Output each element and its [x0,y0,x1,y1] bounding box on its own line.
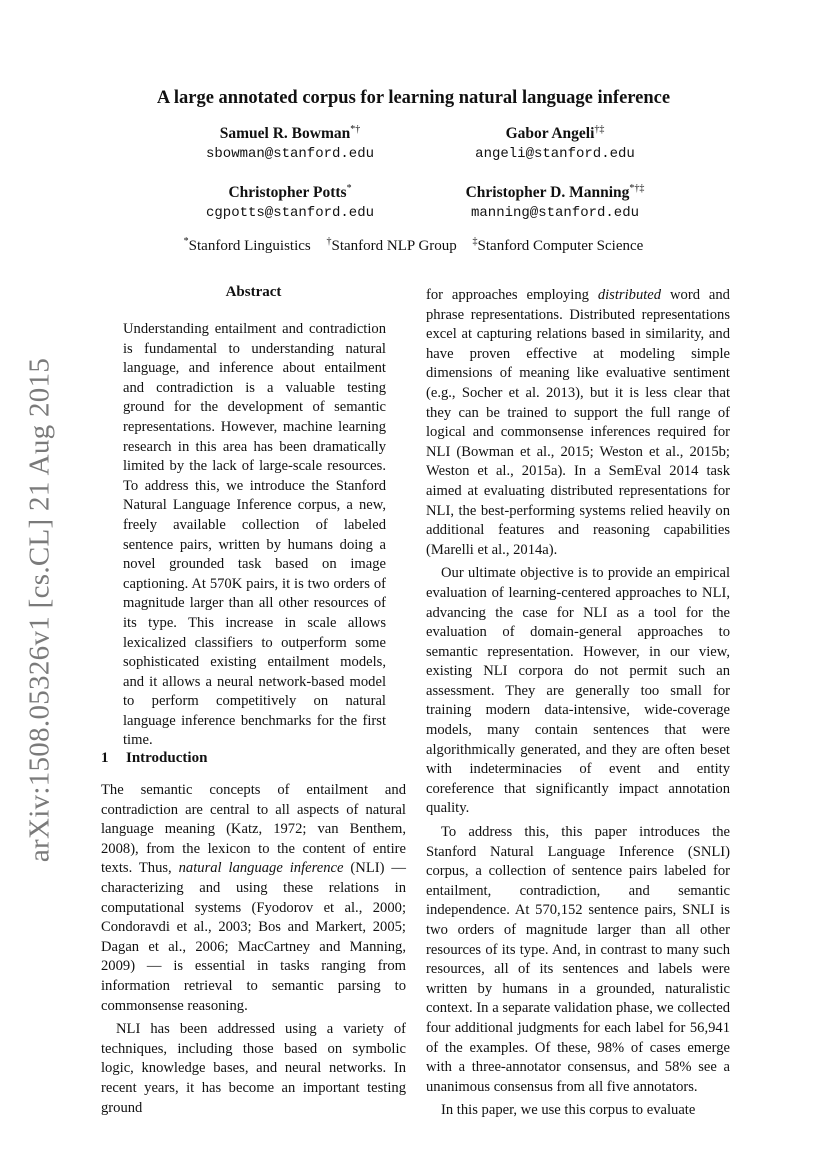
section-title: Introduction [126,750,208,766]
author-email[interactable]: sbowman@stanford.edu [205,146,375,162]
author-name: Samuel R. Bowman*† [219,124,361,142]
author-block [405,183,705,223]
author-block [140,183,440,223]
author-block [140,124,440,164]
abstract-text: Understanding entailment and contradiction is fundamental to understanding natural language, and inference about entailment and contradiction is a valuable testing ground for the development of semantic representations. However, machine learning research in this area has been dramatically limited by the lack of large-scale resources. To address this, we introduce the Stanford Natural Language Inference corpus, a new, freely available collection of labeled sentence pairs, written by humans doing a novel grounded task based on image captioning. At 570K pairs, it is two orders of magnitude larger than all other resources of its type. This increase in scale allows lexicalized classifiers to outperform some sophisticated existing entailment models, and it allows a neural network-based model to perform competitively on natural language inference benchmarks for the first time. [123,321,386,749]
intro-left-column [101,781,406,1118]
section-number: 1 [101,750,109,766]
affiliations [0,238,827,255]
abstract-body [123,320,386,751]
author-name: Christopher Potts* [228,183,352,201]
author-name: Gabor Angeli†‡ [505,124,605,142]
paragraph: In this paper, we use this corpus to evaluate [441,1102,696,1119]
author-email[interactable]: angeli@stanford.edu [475,146,635,162]
paragraph: for approaches employing distributed word and phrase representations. Distributed representations excel at capturing relations based in similarity, and have proven effective at modeling simple dimensions of meaning like evaluative sentiment (e.g., Socher et al. 2013), but it is less clear that they can be trained to support the full range of logical and commonsense inferences required for NLI (Bowman et al., 2015; Weston et al., 2015b; Weston et al., 2015a). In a SemEval 2014 task aimed at evaluating distributed representations for NLI, the best-performing systems relied heavily on additional features and reasoning capabilities (Marelli et al., 2014a). [426,287,730,558]
affiliation: †Stanford NLP Group [326,236,457,254]
abstract-heading: Abstract [225,284,282,300]
author-email[interactable]: cgpotts@stanford.edu [205,205,375,221]
section-heading [101,750,207,767]
affiliation: ‡Stanford Computer Science [472,236,644,254]
affiliation: *Stanford Linguistics [183,236,311,254]
paper-title: A large annotated corpus for learning natural language inference [156,88,671,108]
paragraph: To address this, this paper introduces the Stanford Natural Language Inference (SNLI) corpus, a collection of sentence pairs labeled for entailment, contradiction, and semantic independence. At 570,152 sentence pairs, SNLI is two orders of magnitude larger than all other resources of its type. And, in contrast to many such resources, all of its sentences and labels were written by humans in a grounded, naturalistic context. In a separate validation phase, we collected four additional judgments for each label for 56,941 of the examples. Of these, 98% of cases emerge with a three-annotator consensus, and 58% see a unanimous consensus from all five annotators. [426,824,730,1095]
author-email[interactable]: manning@stanford.edu [470,205,640,221]
paragraph: Our ultimate objective is to provide an empirical evaluation of learning-centered approaches to NLI, advancing the case for NLI as a tool for the evaluation of domain-general approaches to semantic representation. However, in our view, existing NLI corpora do not permit such an assessment. They are generally too small for training modern data-intensive, wide-coverage models, many contain sentences that were algorithmically generated, and they are often beset with indeterminacies of event and entity coreference that significantly impact annotation quality. [426,565,730,817]
intro-right-column [426,286,730,1121]
paragraph: NLI has been addressed using a variety of techniques, including those based on symbolic logic, knowledge bases, and neural networks. In recent years, it has become an important testing ground [101,1021,406,1116]
paragraph: The semantic concepts of entailment and contradiction are central to all aspects of natural language meaning (Katz, 1972; van Benthem, 2008), from the lexicon to the content of entire texts. Thus, natural language inference (NLI) — characterizing and using these relations in computational systems (Fyodorov et al., 2000; Condoravdi et al., 2003; Bos and Markert, 2005; Dagan et al., 2006; MacCartney and Manning, 2009) — is essential in tasks ranging from information retrieval to semantic parsing to commonsense reasoning. [101,782,406,1014]
author-block [405,124,705,164]
author-name: Christopher D. Manning*†‡ [465,183,645,201]
arxiv-stamp: arXiv:1508.05326v1 [cs.CL] 21 Aug 2015 [23,357,56,863]
